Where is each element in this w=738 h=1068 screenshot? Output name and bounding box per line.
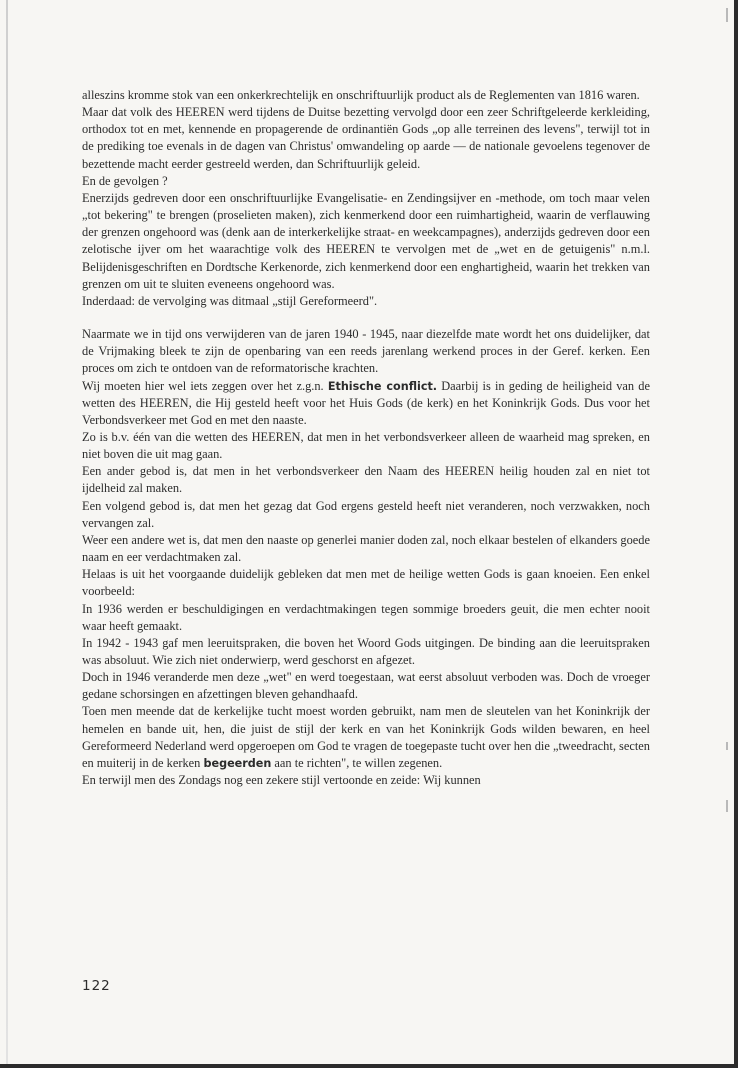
paragraph: Maar dat volk des HEEREN werd tijdens de Duitse bezetting vervolgd door een zeer Schriftgeleerde kerkleiding, orthodox tot en met, kennende en propagerende de ordinantiën Gods „op alle terreinen des levens", terwijl tot in de prediking toe evenals in de dagen van Christus' omwandeling op aarde — de nationale gevoelens tegenover de bezettende macht eerder gestreeld werden, dan Schriftuurlijk geleid. xyxy=(82,105,650,171)
bold-emphasis: Ethische conflict. xyxy=(327,379,438,393)
scan-mark xyxy=(726,742,728,750)
paragraph: Zo is b.v. één van die wetten des HEEREN, dat men in het verbondsverkeer alleen de waarheid mag spreken, en niet boven die uit mag gaan. xyxy=(82,429,650,462)
scan-mark xyxy=(726,800,728,812)
paragraph-text: Wij moeten hier wel iets zeggen over het z.g.n. xyxy=(82,378,328,393)
paragraph: Een volgend gebod is, dat men het gezag dat God ergens gesteld heeft niet veranderen, noch verzwakken, noch vervangen zal. xyxy=(82,498,650,530)
paragraph: Een ander gebod is, dat men in het verbondsverkeer den Naam des HEEREN heilig houden zal en niet tot ijdelheid zal maken. xyxy=(82,464,650,496)
paragraph-text: Toen men meende dat de kerkelijke tucht moest worden gebruikt, nam men de sleutelen van het Koninkrijk der hemelen en bande uit, hen, die juist de stijl der kerk en van het Koninkrijk Gods wilden bewaren, en heel Gereformeerd Nederland werd opgeroepen om God te vragen de toegepaste tucht over hen die „tweedracht, secten en muiterij in de kerken xyxy=(82,704,650,770)
paragraph: Inderdaad: de vervolging was ditmaal „stijl Gereformeerd". xyxy=(82,293,378,308)
scan-mark xyxy=(726,8,728,22)
paragraph: En de gevolgen ? xyxy=(82,173,168,188)
paragraph: Naarmate we in tijd ons verwijderen van de jaren 1940 - 1945, naar diezelfde mate wordt het ons duidelijker, dat de Vrijmaking bleek te zijn de openbaring van een reeds jarenlang werkend proces in der Geref. kerken. Een proces om zich te ontdoen van de reformatorische krachten. xyxy=(82,327,650,376)
paragraph: Doch in 1946 veranderde men deze „wet" en werd toegestaan, wat eerst absoluut verboden was. Doch de vroeger gedane schorsingen en afzettingen bleven gehandhaafd. xyxy=(82,670,650,702)
paragraph: In 1942 - 1943 gaf men leeruitspraken, die boven het Woord Gods uitgingen. De binding aan die leeruitspraken was absoluut. Wie zich niet onderwierp, werd geschorst en afgezet. xyxy=(82,635,650,667)
paragraph: Helaas is uit het voorgaande duidelijk gebleken dat men met de heilige wetten Gods is gaan knoeien. Een enkel voorbeeld: xyxy=(82,567,650,599)
paragraph: En terwijl men des Zondags nog een zekere stijl vertoonde en zeide: Wij kunnen xyxy=(82,773,481,788)
paragraph: alleszins kromme stok van een onkerkrechtelijk en onschriftuurlijk product als de Reglementen van 1816 waren. xyxy=(82,88,640,102)
paragraph-text: Daarbij is in geding de heiligheid van de wetten des HEEREN, die Hij gesteld heeft voor het Huis Gods (de kerk) en het Koninkrijk Gods. Dus voor het Verbondsverkeer met God en met den naaste. xyxy=(82,378,650,427)
paragraph xyxy=(82,378,650,429)
paragraph: Enerzijds gedreven door een onschriftuurlijke Evangelisatie- en Zendingsijver en -methode, om toch maar velen „tot bekering" te brengen (proselieten maken), zich kenmerkend door een ruimhartigheid, waarin de verflauwing der grenzen ongehoord was (denk aan de interkerkelijke straat- en weekcampagnes), anderzijds gedreven door een zelotische ijver om het waarachtige volk des HEEREN te vervolgen met de „wet en de getuigenis" n.m.l. Belijdenisgeschriften en Dordtsche Kerkenorde, zich kenmerkend door een enghartigheid, waarin het trekken van grenzen om uit te sluiten eveneens ongehoord was. xyxy=(82,190,650,291)
bold-emphasis: begeerden xyxy=(203,756,272,770)
paragraph: Weer een andere wet is, dat men den naaste op generlei manier doden zal, noch elkaar bestelen of elkanders goede naam en eer verdachtmaken zal. xyxy=(82,532,650,565)
body-text xyxy=(82,87,650,789)
paragraph xyxy=(82,703,650,772)
page-number: 122 xyxy=(82,978,111,994)
paragraph-text: aan te richten", te willen zegenen. xyxy=(271,755,443,770)
page-edge-shadow xyxy=(6,0,8,1064)
paragraph: In 1936 werden er beschuldigingen en verdachtmakingen tegen sommige broeders geuit, die men echter nooit waar heeft gemaakt. xyxy=(82,601,650,633)
